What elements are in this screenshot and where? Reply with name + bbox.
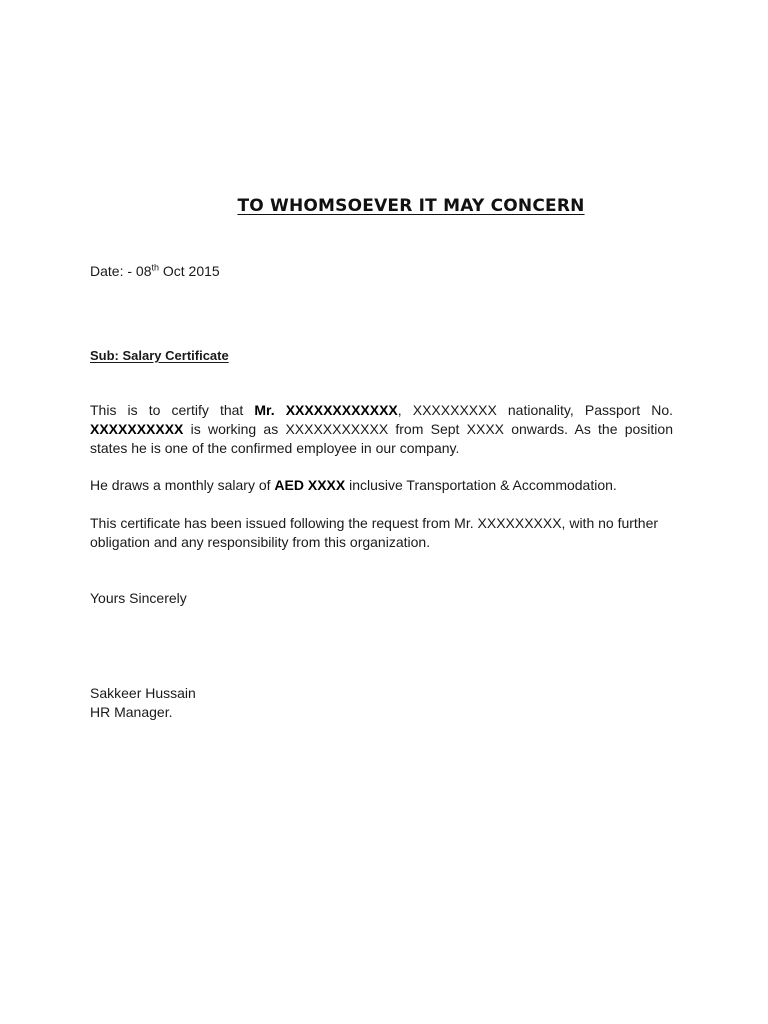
document-date [90,262,673,281]
date-label: Date: - 08 [90,263,152,279]
subject-line: Sub: Salary Certificate [90,348,229,363]
salary-suffix: inclusive Transportation & Accommodation. [345,477,617,493]
closing-line: Yours Sincerely [90,590,187,606]
paragraph1-nationality: , XXXXXXXXX nationality, Passport No. [397,402,673,418]
salary-amount: AED XXXX [274,477,346,493]
paragraph1-employment: is working as XXXXXXXXXXX from Sept XXXX onwards. As the position states he is one of the confirmed employee in our company. [90,421,673,456]
employee-name: Mr. XXXXXXXXXXXX [254,402,398,418]
signer-title: HR Manager. [90,704,173,720]
date-month-year: Oct 2015 [159,263,220,279]
request-paragraph: This certificate has been issued following the request from Mr. XXXXXXXXX, with no further obligation and any responsibility from this organization. [90,515,659,550]
paragraph1-prefix: This is to certify that [90,402,255,418]
signer-name: Sakkeer Hussain [90,685,196,701]
certification-paragraph [90,401,673,458]
date-ordinal-suffix: th [151,262,159,273]
salary-prefix: He draws a monthly salary of [90,477,275,493]
document-title: TO WHOMSOEVER IT MAY CONCERN [237,196,585,216]
salary-paragraph [90,476,673,495]
passport-number: XXXXXXXXXX [90,421,184,437]
